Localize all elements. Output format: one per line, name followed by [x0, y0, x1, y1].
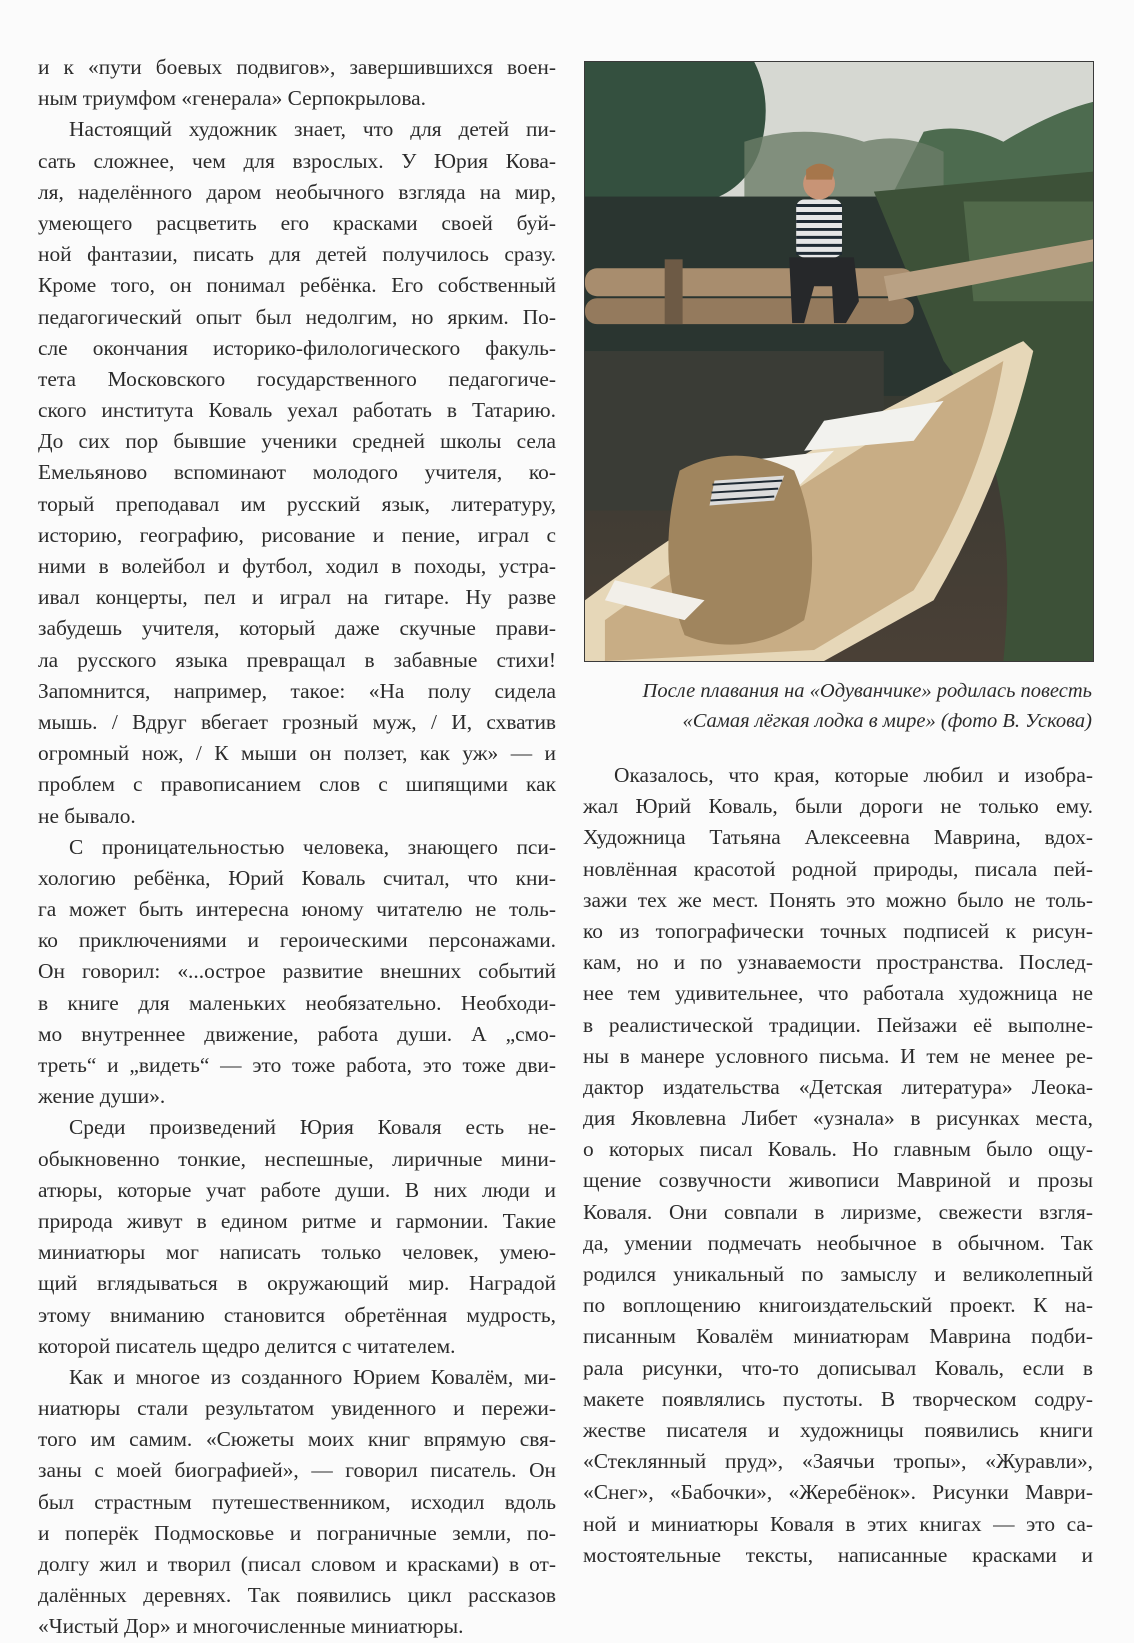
- text-line: заны с моей биографией», — говорил писатель. Он: [38, 1458, 556, 1483]
- text-line: «Стеклянный пруд», «Заячьи тропы», «Журавли»,: [583, 1449, 1093, 1474]
- text-line: мостоятельные тексты, написанные красками и: [583, 1542, 1093, 1567]
- text-line: которой писатель щедро делится с читателем.: [38, 1333, 456, 1358]
- kayak-river-photo: [584, 61, 1094, 662]
- text-line: Кроме того, он понимал ребёнка. Его собственный: [38, 273, 556, 298]
- text-line: этому вниманию становится обретённая мудрость,: [38, 1302, 556, 1327]
- text-line: га может быть интересна юному читателю не толь-: [38, 897, 556, 922]
- text-line: не бывало.: [38, 803, 136, 828]
- text-line: да, умении подмечать необычное в обычном. Так: [583, 1230, 1093, 1255]
- text-line: мо внутреннее движение, работа души. А „смо-: [38, 1021, 556, 1046]
- text-line: родился уникальный по замыслу и великолепный: [583, 1262, 1093, 1286]
- photo-icon: [585, 62, 1093, 661]
- text-line: ивал концерты, пел и играл на гитаре. Ну разве: [38, 585, 556, 610]
- text-line: нее тем удивительнее, что работала художница не: [583, 981, 1093, 1006]
- text-line: в книге для маленьких необязательно. Необходи-: [38, 990, 556, 1015]
- text-line: обыкновенно тонкие, неспешные, лиричные мини-: [38, 1146, 556, 1171]
- text-line: далённых деревнях. Так появились цикл рассказов: [38, 1583, 556, 1608]
- text-line: «Снег», «Бабочки», «Жеребёнок». Рисунки Маври-: [583, 1480, 1093, 1505]
- right-text-column: [583, 760, 1093, 1571]
- text-line: забудешь учителя, который даже скучные прави-: [38, 616, 556, 641]
- text-line: в реалистической традиции. Пейзажи её выполне-: [583, 1012, 1093, 1037]
- text-line: жение души».: [38, 1084, 166, 1109]
- text-line: Художница Татьяна Алексеевна Маврина, вдох-: [583, 825, 1093, 850]
- text-line: историю, географию, рисование и пение, играл с: [38, 522, 556, 547]
- paragraph-start: Настоящий художник знает, что для детей пи-: [69, 117, 556, 142]
- text-line: ниатюры стали результатом увиденного и пережи-: [38, 1396, 556, 1421]
- text-line: кам, но и по узнаваемости пространства. Послед-: [583, 950, 1093, 975]
- text-line: был страстным путешественником, исходил вдоль: [38, 1489, 556, 1514]
- text-line: щение созвучности живописи Мавриной и прозы: [583, 1168, 1093, 1193]
- text-line: сле окончания историко-филологического факуль-: [38, 335, 556, 360]
- text-line: природа живут в едином ритме и гармонии. Такие: [38, 1208, 556, 1233]
- paragraph-start: Как и многое из созданного Юрием Ковалём, ми-: [69, 1364, 556, 1389]
- text-line: миниатюры мог написать только человек, умею-: [38, 1240, 556, 1265]
- text-line: сать сложнее, чем для взрослых. У Юрия Кова-: [38, 148, 556, 173]
- text-line: проблем с правописанием слов с шипящими как: [38, 772, 556, 797]
- text-line: ля, наделённого даром необычного взгляда на мир,: [38, 179, 556, 204]
- text-line: огромный нож, / К мыши он ползет, как уж» — и: [38, 741, 556, 766]
- text-line: До сих пор бывшие ученики средней школы села: [38, 429, 556, 454]
- text-line: педагогический опыт был недолгим, но ярким. По-: [38, 304, 556, 329]
- text-line: ко из топографически точных подписей к рисун-: [583, 918, 1093, 943]
- text-line: хологию ребёнка, Юрий Коваль считал, что кни-: [38, 865, 556, 890]
- text-line: ной фантазии, писать для детей получилось сразу.: [38, 242, 556, 267]
- text-line: треть“ и „видеть“ — это тоже работа, это тоже дви-: [38, 1053, 556, 1077]
- text-line: макете появлялись пустоты. В творческом содру-: [583, 1386, 1093, 1411]
- text-line: ского института Коваль уехал работать в Татарию.: [38, 398, 556, 423]
- caption-line: «Самая лёгкая лодка в мире» (фото В. Ускова): [682, 710, 1092, 732]
- text-line: дактор издательства «Детская литература» Леока-: [583, 1074, 1093, 1099]
- text-line: Коваля. Они совпали в лиризме, свежести взгля-: [583, 1199, 1093, 1224]
- text-line: «Чистый Дор» и многочисленные миниатюры.: [38, 1614, 464, 1639]
- text-line: ними в волейбол и футбол, ходил в походы, устра-: [38, 554, 556, 578]
- left-text-column: [38, 52, 556, 1643]
- text-line: писанным Ковалём миниатюрам Маврина подби-: [583, 1324, 1093, 1349]
- text-line: щий вглядываться в окружающий мир. Наградой: [38, 1271, 556, 1296]
- text-line: ны в манере условного письма. И тем не менее ре-: [583, 1043, 1093, 1068]
- text-line: дия Яковлевна Либет «узнала» в рисунках места,: [583, 1106, 1093, 1131]
- text-line: умеющего расцветить его красками своей буй-: [38, 210, 556, 235]
- text-line: по воплощению книгоиздательский проект. К на-: [583, 1293, 1093, 1318]
- text-line: тета Московского государственного педагогиче-: [38, 366, 556, 391]
- text-line: и к «пути боевых подвигов», завершившихся воен-: [38, 55, 556, 79]
- text-line: торый преподавал им русский язык, литературу,: [38, 491, 556, 516]
- text-line: зажи тех же мест. Понять это можно было не толь-: [583, 887, 1093, 912]
- text-line: жестве писателя и художницы появились книги: [583, 1417, 1093, 1442]
- paragraph-start: Оказалось, что края, которые любил и изобра-: [614, 763, 1093, 787]
- paragraph-start: Среди произведений Юрия Коваля есть не-: [69, 1115, 556, 1140]
- caption-line: После плавания на «Одуванчике» родилась повесть: [642, 680, 1092, 702]
- text-line: мышь. / Вдруг вбегает грозный муж, / И, схватив: [38, 709, 556, 734]
- text-line: Он говорил: «...острое развитие внешних событий: [38, 959, 556, 984]
- text-line: жал Юрий Коваль, были дороги не только ему.: [583, 794, 1093, 819]
- text-line: долгу жил и творил (писал словом и красками) в от-: [38, 1552, 556, 1576]
- text-line: и поперёк Подмосковье и пограничные земли, по-: [38, 1520, 556, 1545]
- text-line: Запомнится, например, такое: «На полу сидела: [38, 678, 556, 703]
- text-line: атюры, которые учат работе души. В них люди и: [38, 1177, 556, 1202]
- text-line: Емельяново вспоминают молодого учителя, ко-: [38, 460, 556, 485]
- text-line: ла русского языка превращал в забавные стихи!: [38, 647, 556, 672]
- text-line: рала рисунки, что-то дописывал Коваль, если в: [583, 1355, 1093, 1380]
- text-line: ко приключениями и героическими персонажами.: [38, 928, 556, 953]
- photo-caption: [570, 676, 1092, 736]
- text-line: ной и миниатюры Коваля в этих книгах — это са-: [583, 1511, 1093, 1536]
- text-line: ным триумфом «генерала» Серпокрылова.: [38, 86, 426, 111]
- text-line: о которых писал Коваль. Но главным было ощу-: [583, 1137, 1093, 1162]
- paragraph-start: С проницательностью человека, знающего пси-: [69, 834, 556, 859]
- text-line: того им самим. «Сюжеты моих книг впрямую свя-: [38, 1427, 556, 1452]
- text-line: новлённая красотой родной природы, писала пей-: [583, 856, 1093, 881]
